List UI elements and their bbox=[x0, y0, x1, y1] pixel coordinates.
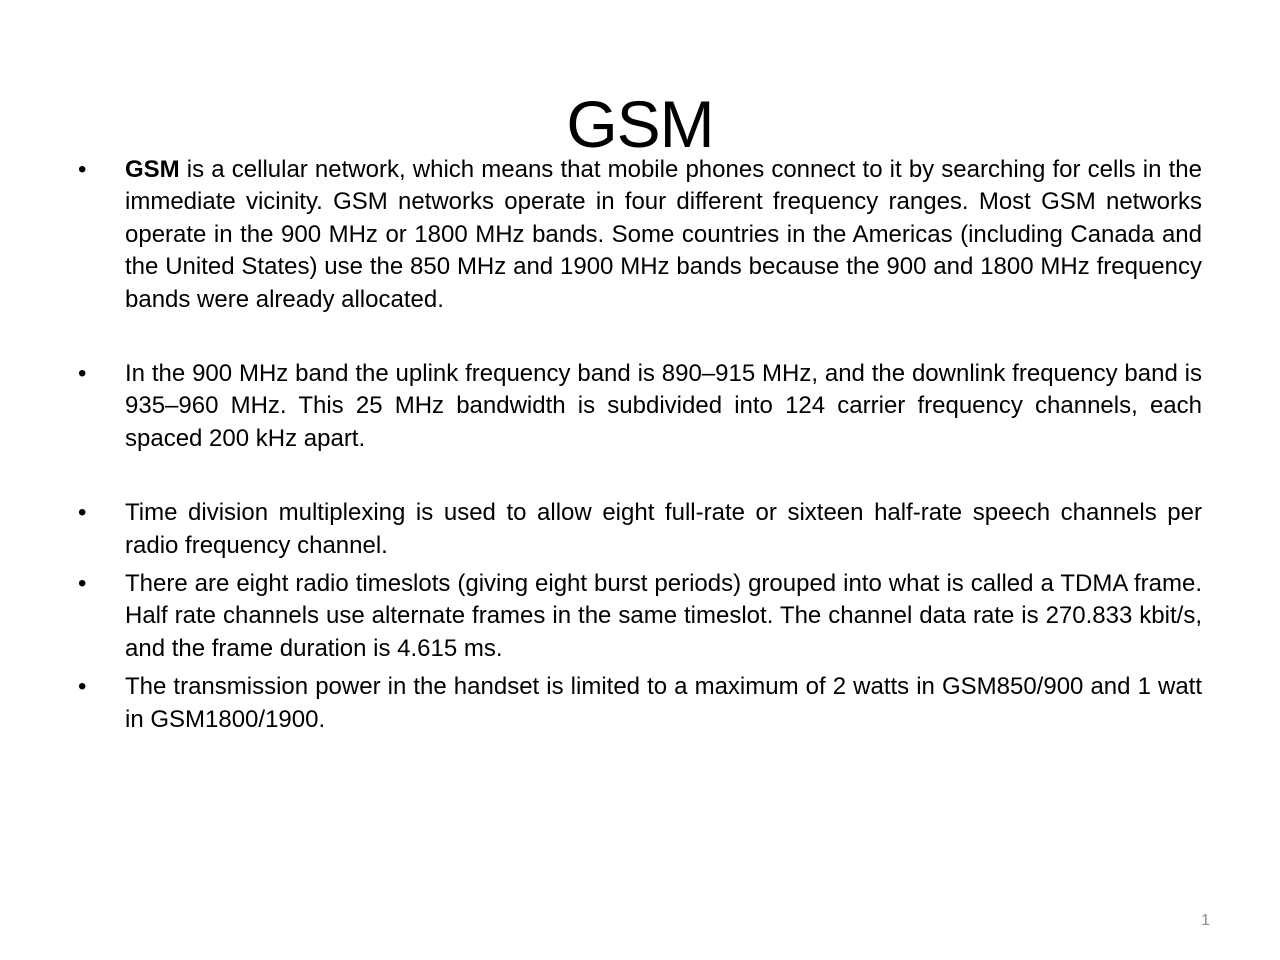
bullet-text: The transmission power in the handset is limited to a maximum of 2 watts in GSM850/900 and 1 watt in GSM1800/1900. bbox=[125, 673, 1202, 733]
bullet-dot-icon: • bbox=[78, 360, 87, 388]
bullet-text: is a cellular network, which means that mobile phones connect to it by searching for cells in the immediate vicinity. GSM networks operate in four different frequency ranges. Most GSM networks operate in the 900 MHz or 1800 MHz bands. Some countries in the Americas (including Canada and the United States) use the 850 MHz and 1900 MHz bands because the 900 and 1800 MHz frequency bands were already allocated. bbox=[125, 156, 1202, 313]
page-number: 1 bbox=[1201, 912, 1210, 929]
bullet-text: In the 900 MHz band the uplink frequency band is 890–915 MHz, and the downlink frequency band is 935–960 MHz. This 25 MHz bandwidth is subdivided into 124 carrier frequency channels, each spaced 200 kHz apart. bbox=[125, 360, 1202, 452]
bullet-dot-icon: • bbox=[78, 570, 87, 598]
bullet-item-gsm-overview bbox=[78, 154, 1202, 316]
bullet-item-transmission-power bbox=[78, 671, 1202, 736]
bullet-list bbox=[78, 154, 1202, 736]
bullet-lead-term: GSM bbox=[125, 156, 180, 183]
bullet-text: Time division multiplexing is used to allow eight full-rate or sixteen half-rate speech channels per radio frequency channel. bbox=[125, 499, 1202, 559]
bullet-item-time-division bbox=[78, 497, 1202, 562]
bullet-dot-icon: • bbox=[78, 673, 87, 701]
bullet-text: There are eight radio timeslots (giving eight burst periods) grouped into what is called a TDMA frame. Half rate channels use alternate frames in the same timeslot. The channel data rate is 270.833 kbit/s, and the frame duration is 4.615 ms. bbox=[125, 570, 1202, 662]
bullet-item-frequency-bands bbox=[78, 358, 1202, 455]
slide-title: GSM bbox=[566, 87, 714, 161]
bullet-dot-icon: • bbox=[78, 499, 87, 527]
bullet-item-tdma-frame bbox=[78, 568, 1202, 665]
bullet-dot-icon: • bbox=[78, 156, 87, 183]
